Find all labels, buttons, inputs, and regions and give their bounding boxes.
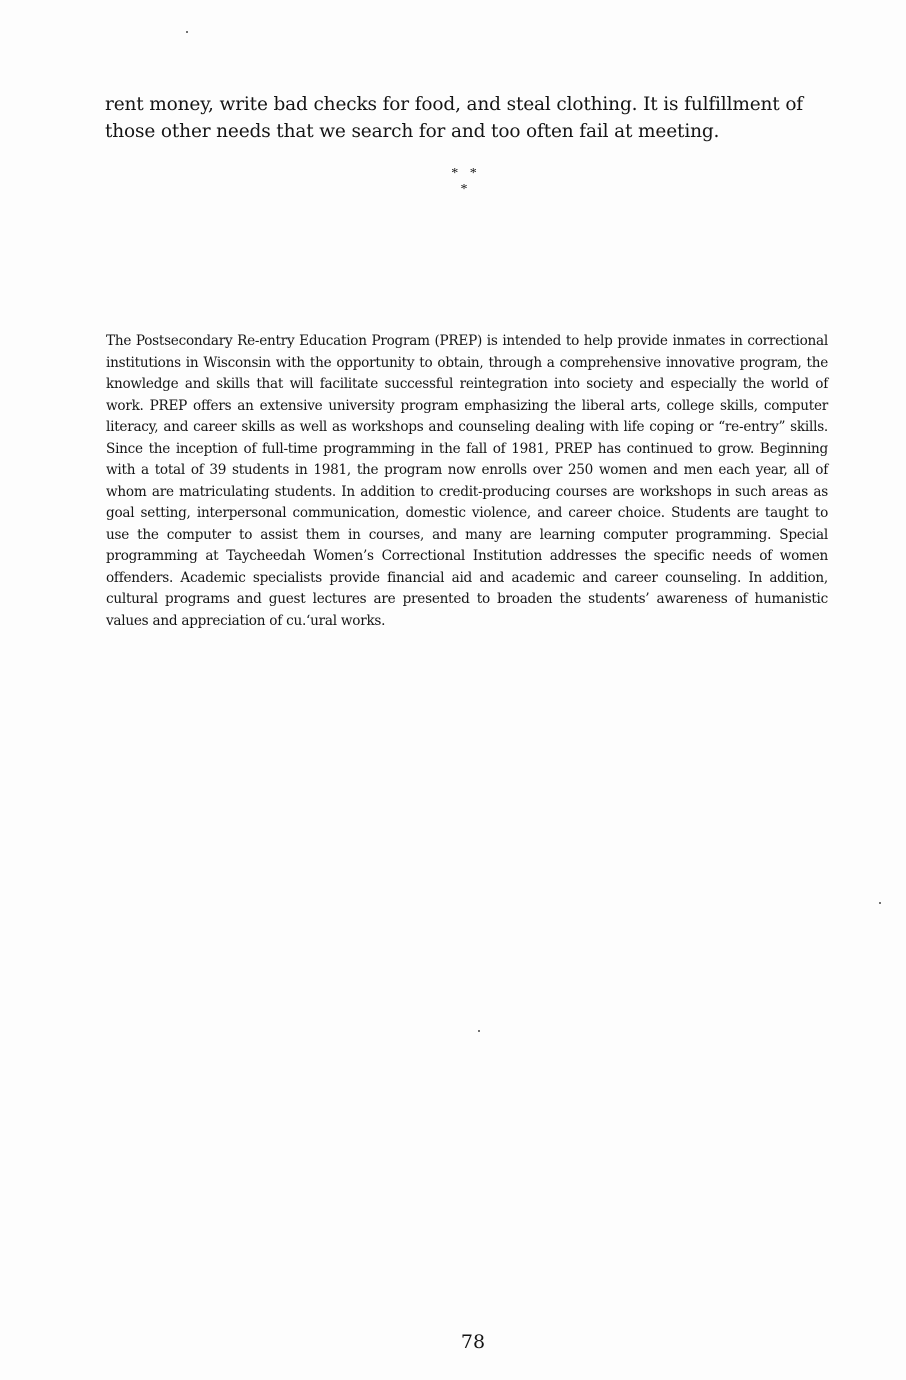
prep-description-paragraph: The Postsecondary Re-entry Education Program (PREP) is intended to help provide inmates in correctional institutions in Wisconsin with the opportunity to obtain, through a comprehensive innovative program, the knowledge and skills that will facilitate successful reintegration into society and especially the world of work. PREP offers an extensive university program emphasizing the liberal arts, college skills, computer literacy, and career skills as well as workshops and counseling dealing with life coping or “re-entry” skills. Since the inception of full-time programming in the fall of 1981, PREP has continued to grow. Beginning with a total of 39 students in 1981, the program now enrolls over 250 women and men each year, all of whom are matriculating students. In addition to credit-producing courses are workshops in such areas as goal setting, interpersonal communication, domestic violence, and career choice. Students are taught to use the computer to assist them in courses, and many are learning computer programming. Special programming at Taycheedah Women’s Correctional Institution addresses the specific needs of women offenders. Academic specialists provide financial aid and academic and career counseling. In addition, cultural programs and guest lectures are presented to broaden the students’ awareness of humanistic values and appreciation of cu.‘ural works. [106,333,828,629]
section-break: * * * [451,166,481,197]
scan-speck [879,902,881,904]
page-number: 78 [460,1331,486,1353]
scan-speck [478,1030,480,1032]
continued-paragraph: rent money, write bad checks for food, and steal clothing. It is fulfillment of those other needs that we search for and too often fail at meeting. [105,94,803,142]
scan-speck [186,31,188,33]
